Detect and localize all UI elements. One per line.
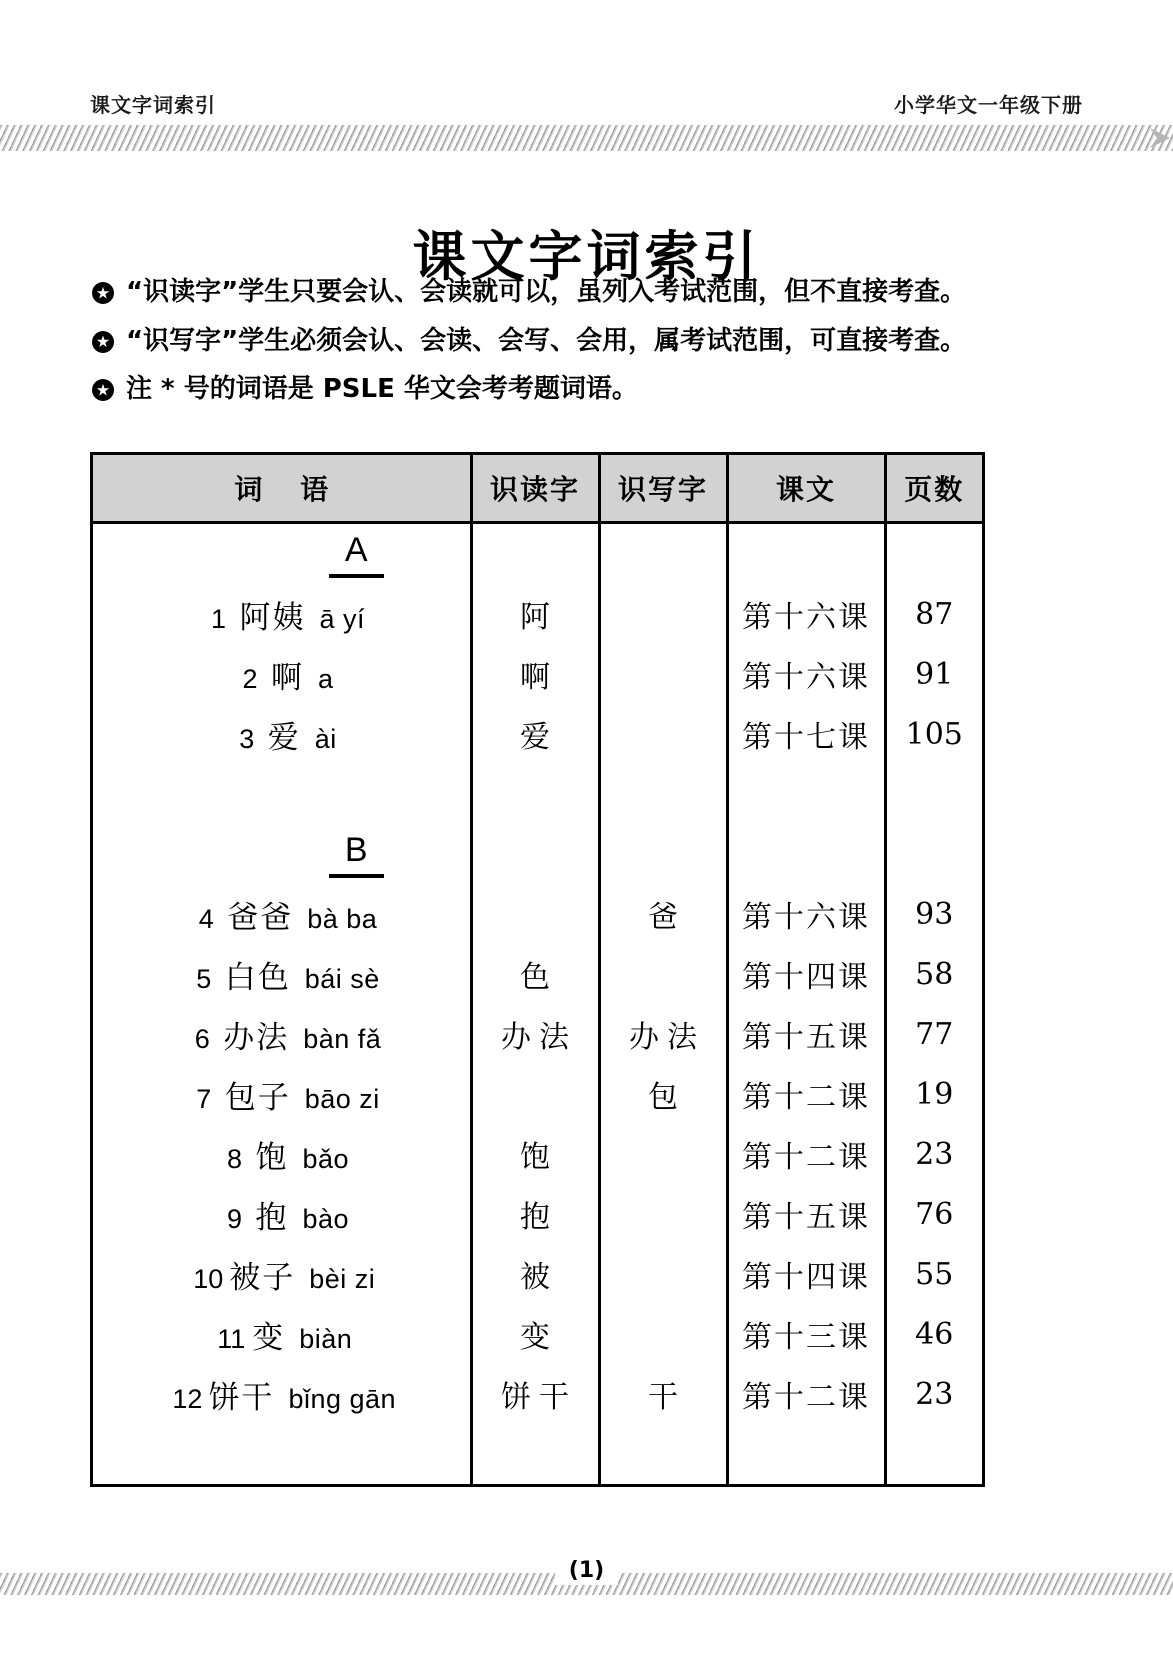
cell-page: 93 [885, 884, 982, 944]
cell-word [93, 884, 471, 944]
entry-number: 3 [239, 723, 255, 754]
cell-lesson: 第十五课 [727, 1184, 885, 1244]
cell-lesson: 第十六课 [727, 584, 885, 644]
note-text: 注 * 号的词语是 PSLE 华文会考考题词语。 [126, 374, 638, 404]
entry-number: 5 [196, 963, 212, 994]
table-cell-empty [885, 824, 982, 884]
cell-page: 91 [885, 644, 982, 704]
table-spacer-row [93, 764, 982, 824]
entry-pinyin: bǐng gān [288, 1383, 397, 1414]
table-header [93, 455, 982, 523]
table-row [93, 644, 982, 704]
entry-hanzi: 饼干 [208, 1379, 275, 1416]
table-row [93, 1304, 982, 1364]
cell-write-char: 爸 [599, 884, 727, 944]
cell-read-char: 被 [471, 1244, 599, 1304]
cell-word [93, 1004, 471, 1064]
notes-list [92, 276, 1092, 422]
entry-pinyin: bào [302, 1203, 350, 1234]
cell-write-char [599, 1184, 727, 1244]
cell-read-char: 饱 [471, 1124, 599, 1184]
table-body [93, 523, 982, 1485]
cell-word [93, 704, 471, 764]
cell-page: 55 [885, 1244, 982, 1304]
entry-pinyin: bái sè [304, 963, 380, 994]
vocabulary-index-table-container [90, 452, 985, 1487]
entry-pinyin: ā yí [319, 603, 366, 634]
table-cell-empty [727, 1424, 885, 1484]
table-cell-empty [471, 523, 599, 585]
cell-page: 46 [885, 1304, 982, 1364]
table-cell-empty [599, 1424, 727, 1484]
cell-write-char [599, 644, 727, 704]
section-letter-cell [93, 523, 471, 585]
table-row [93, 1244, 982, 1304]
running-head-left: 课文字词索引 [90, 93, 216, 117]
entry-number: 9 [226, 1203, 242, 1234]
table-row [93, 704, 982, 764]
entry-hanzi: 啊 [270, 659, 304, 696]
page-title: 课文字词索引 [412, 225, 761, 289]
entry-pinyin: bǎo [302, 1143, 350, 1174]
cell-lesson: 第十七课 [727, 704, 885, 764]
table-cell-empty [471, 1424, 599, 1484]
entry-number: 4 [198, 903, 214, 934]
note-item [92, 373, 1092, 406]
cell-write-char: 包 [599, 1064, 727, 1124]
cell-word [93, 1124, 471, 1184]
cell-read-char: 抱 [471, 1184, 599, 1244]
entry-number: 11 [217, 1323, 246, 1354]
cell-lesson: 第十五课 [727, 1004, 885, 1064]
entry-number: 8 [226, 1143, 242, 1174]
column-header-word: 词 语 [93, 455, 471, 523]
table-row [93, 944, 982, 1004]
cell-write-char: 办法 [599, 1004, 727, 1064]
entry-number: 6 [194, 1023, 210, 1054]
cell-write-char [599, 704, 727, 764]
star-bullet-icon [92, 331, 114, 353]
entry-number: 7 [196, 1083, 212, 1114]
entry-hanzi: 爸爸 [227, 899, 294, 936]
cell-lesson: 第十二课 [727, 1064, 885, 1124]
table-cell-empty [471, 764, 599, 824]
star-bullet-icon [92, 379, 114, 401]
cell-write-char [599, 1124, 727, 1184]
entry-pinyin: ài [314, 723, 337, 754]
cell-read-char: 办法 [471, 1004, 599, 1064]
cell-page: 19 [885, 1064, 982, 1124]
cell-read-char: 阿 [471, 584, 599, 644]
table-header-row [93, 455, 982, 523]
cell-word [93, 584, 471, 644]
cell-word [93, 944, 471, 1004]
header-divider-rule [0, 125, 1173, 151]
cell-read-char: 色 [471, 944, 599, 1004]
table-cell-empty [727, 824, 885, 884]
column-header-read-char: 识读字 [471, 455, 599, 523]
column-header-write-char: 识写字 [599, 455, 727, 523]
entry-hanzi: 抱 [255, 1199, 289, 1236]
star-bullet-icon [92, 282, 114, 304]
entry-pinyin: bèi zi [309, 1263, 376, 1294]
table-cell-empty [599, 764, 727, 824]
section-letter-cell [93, 824, 471, 884]
column-header-lesson: 课文 [727, 455, 885, 523]
cell-write-char [599, 944, 727, 1004]
cell-page: 87 [885, 584, 982, 644]
cell-write-char [599, 584, 727, 644]
note-text: “识写字”学生必须会认、会读、会写、会用，属考试范围，可直接考查。 [126, 325, 967, 356]
section-letter-row [93, 824, 982, 884]
section-letter-row [93, 523, 982, 585]
table-row [93, 1364, 982, 1424]
page-folio [0, 1556, 1173, 1585]
entry-pinyin: a [317, 663, 334, 694]
entry-hanzi: 爱 [267, 719, 301, 756]
entry-pinyin: bàn fǎ [303, 1023, 382, 1054]
cell-lesson: 第十四课 [727, 1244, 885, 1304]
table-cell-empty [885, 523, 982, 585]
column-header-page: 页数 [885, 455, 982, 523]
cell-word [93, 644, 471, 704]
cell-read-char [471, 1064, 599, 1124]
cell-page: 58 [885, 944, 982, 1004]
entry-number: 2 [242, 663, 258, 694]
running-head-right: 小学华文一年级下册 [894, 93, 1083, 117]
entry-number: 1 [210, 603, 226, 634]
entry-number: 10 [193, 1263, 224, 1294]
cell-page: 77 [885, 1004, 982, 1064]
cell-lesson: 第十四课 [727, 944, 885, 1004]
entry-number: 12 [172, 1383, 203, 1414]
cell-lesson: 第十六课 [727, 644, 885, 704]
running-head [90, 88, 1083, 118]
cell-word [93, 1184, 471, 1244]
note-text: “识读字”学生只要会认、会读就可以，虽列入考试范围，但不直接考查。 [126, 277, 967, 307]
entry-hanzi: 办法 [223, 1019, 290, 1056]
entry-pinyin: bāo zi [304, 1083, 380, 1114]
cell-word [93, 1364, 471, 1424]
table-row [93, 1004, 982, 1064]
vocabulary-index-table [93, 455, 982, 1484]
entry-pinyin: bà ba [307, 903, 378, 934]
table-cell-empty [599, 523, 727, 585]
table-cell-empty [599, 824, 727, 884]
table-cell-empty [727, 764, 885, 824]
table-row [93, 884, 982, 944]
cell-page: 23 [885, 1364, 982, 1424]
cell-word [93, 1304, 471, 1364]
cell-lesson: 第十二课 [727, 1124, 885, 1184]
cell-read-char: 饼干 [471, 1364, 599, 1424]
cell-write-char [599, 1244, 727, 1304]
cell-page: 23 [885, 1124, 982, 1184]
page-folio-number: (1) [555, 1556, 618, 1585]
table-cell-empty [885, 1424, 982, 1484]
table-cell-empty [93, 1424, 471, 1484]
cell-word [93, 1244, 471, 1304]
cell-page: 105 [885, 704, 982, 764]
cell-read-char: 啊 [471, 644, 599, 704]
cell-read-char: 爱 [471, 704, 599, 764]
table-tail-row [93, 1424, 982, 1484]
entry-hanzi: 阿姨 [239, 599, 306, 636]
entry-hanzi: 饱 [255, 1139, 289, 1176]
table-cell-empty [471, 824, 599, 884]
section-letter: B [329, 831, 384, 878]
table-row [93, 584, 982, 644]
entry-hanzi: 被子 [229, 1259, 296, 1296]
note-item [92, 276, 1092, 309]
entry-hanzi: 变 [252, 1319, 286, 1356]
cell-write-char: 干 [599, 1364, 727, 1424]
cell-read-char: 变 [471, 1304, 599, 1364]
cell-read-char [471, 884, 599, 944]
cell-page: 76 [885, 1184, 982, 1244]
note-item [92, 325, 1092, 358]
table-cell-empty [727, 523, 885, 585]
table-row [93, 1124, 982, 1184]
entry-pinyin: biàn [299, 1323, 353, 1354]
cell-lesson: 第十三课 [727, 1304, 885, 1364]
section-letter: A [329, 531, 384, 578]
cell-write-char [599, 1304, 727, 1364]
cell-lesson: 第十二课 [727, 1364, 885, 1424]
cell-lesson: 第十六课 [727, 884, 885, 944]
table-cell-empty [93, 764, 471, 824]
table-row [93, 1064, 982, 1124]
entry-hanzi: 包子 [224, 1079, 291, 1116]
entry-hanzi: 白色 [224, 959, 291, 996]
cell-word [93, 1064, 471, 1124]
table-cell-empty [885, 764, 982, 824]
table-row [93, 1184, 982, 1244]
